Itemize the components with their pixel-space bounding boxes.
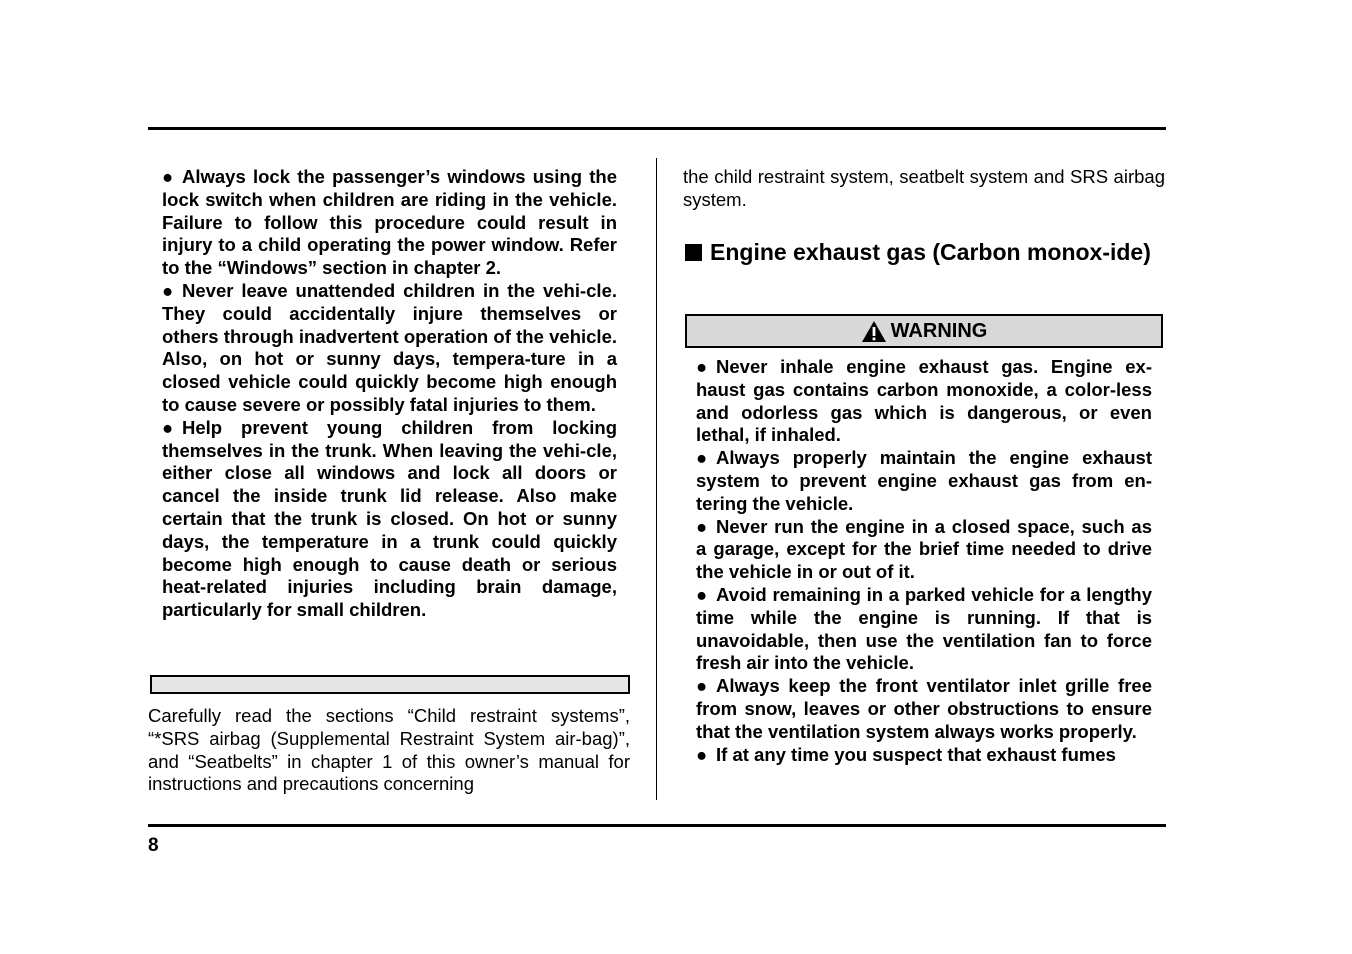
square-bullet-icon [685,244,702,261]
bullet-icon: ● [696,583,708,605]
bullet-icon: ● [162,416,174,438]
warning-header [685,314,1163,348]
bullet-icon: ● [696,743,708,765]
warning-bullet: ● If at any time you suspect that exhaust fumes [696,743,1116,765]
warning-bullet: ● Never run the engine in a closed space, such as a garage, except for the brief time needed to drive the vehicle in or out of it. [696,515,1152,583]
right-warning-list [696,356,1152,766]
bullet-icon: ● [162,279,174,301]
bullet-icon: ● [696,675,708,697]
bullet-icon: ● [696,356,708,377]
warning-bullet: ● Always keep the front ventilator inlet grille free from snow, leaves or other obstructions to ensure that the ventilation system always works properly. [696,675,1152,742]
warning-end-bar [150,675,630,694]
warning-triangle-icon [861,320,887,343]
bullet-icon: ● [696,447,708,469]
bottom-rule [148,824,1166,827]
warning-bullet: ● Always lock the passenger’s windows using the lock switch when children are riding in the vehicle. Failure to follow this procedure could result in injury to a child operating the power window. Refer to the “Windows” section in chapter 2. [162,166,617,279]
left-warning-list [162,166,617,622]
top-rule [148,127,1166,130]
warning-bullet: ● Never inhale engine exhaust gas. Engine ex-haust gas contains carbon monoxide, a color-less and odorless gas which is dangerous, or even lethal, if inhaled. [696,356,1152,446]
body-paragraph: Carefully read the sections “Child restraint systems”, “*SRS airbag (Supplemental Restraint System air-bag)”, and “Seatbelts” in chapter 1 of this owner’s manual for instructions and precautions concerning [148,705,630,795]
bullet-icon: ● [162,166,174,187]
column-divider [656,158,657,800]
warning-bullet: ● Help prevent young children from locking themselves in the trunk. When leaving the vehi-cle, either close all windows and lock all doors or cancel the inside trunk lid release. Also make certain that the trunk is closed. On hot or sunny days, the temperature in a trunk could quickly become high enough to cause death or serious heat-related injuries including brain damage, particularly for small children. [162,416,617,621]
page-number: 8 [148,835,159,856]
section-heading: Engine exhaust gas (Carbon monox-ide) [685,239,1180,266]
warning-bullet: ● Avoid remaining in a parked vehicle for a lengthy time while the engine is running. If that is unavoidable, then use the ventilation fan to force fresh air into the vehicle. [696,583,1152,674]
body-paragraph-continued: the child restraint system, seatbelt system and SRS airbag system. [683,166,1165,210]
warning-label: WARNING [890,319,988,342]
warning-bullet: ● Always properly maintain the engine exhaust system to prevent engine exhaust gas from en-tering the vehicle. [696,447,1152,514]
bullet-icon: ● [696,515,708,537]
warning-bullet: ● Never leave unattended children in the vehi-cle. They could accidentally injure themselves or others through inadvertent operation of the vehicle. Also, on hot or sunny days, tempera-ture in a closed vehicle could quickly become high enough to cause severe or possibly fatal injuries to them. [162,279,617,415]
